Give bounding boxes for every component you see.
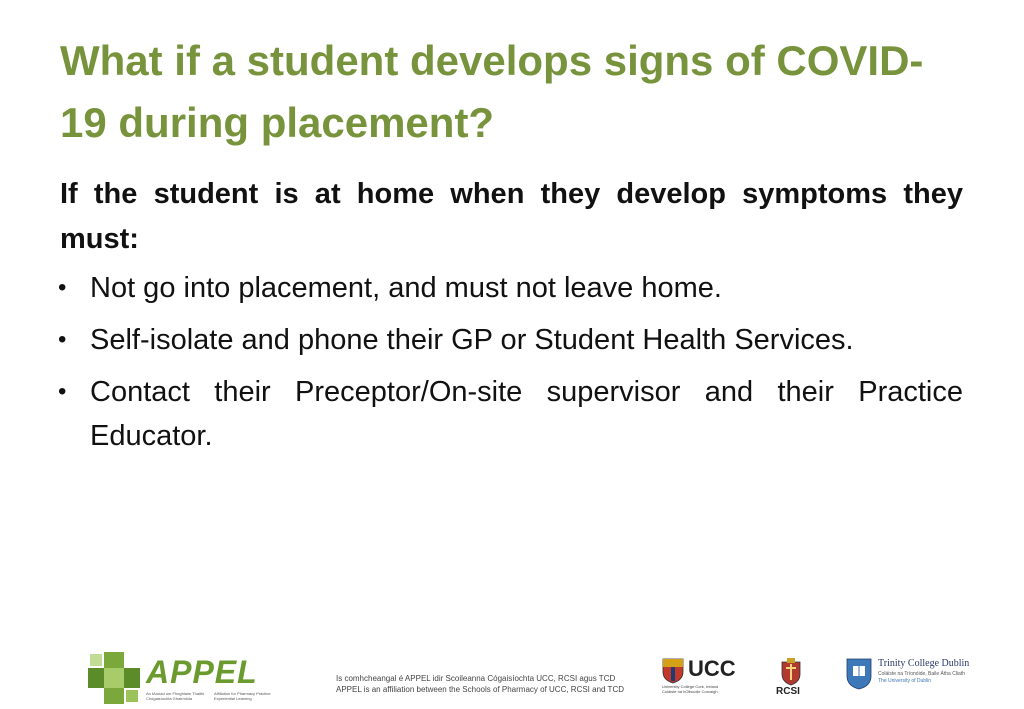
rcsi-name: RCSI	[776, 686, 800, 697]
ucc-name: UCC	[688, 656, 736, 681]
appel-name: APPEL	[146, 654, 258, 690]
affiliation-irish: Is comhcheangal é APPEL idir Scoileanna Cógaisíochta UCC, RCSI agus TCD	[336, 674, 616, 683]
bullet-icon: •	[58, 378, 67, 405]
tcd-sub-english: The University of Dublin	[878, 678, 932, 684]
bullet-text: Self-isolate and phone their GP or Student Health Services.	[90, 324, 854, 356]
bullet-icon: •	[58, 274, 67, 301]
ucc-subtitle	[662, 684, 742, 694]
bullet-item	[58, 266, 963, 310]
bullet-list	[58, 266, 963, 466]
ucc-crest-icon	[662, 658, 684, 684]
bullet-item	[58, 370, 963, 458]
bullet-text: Contact their Preceptor/On-site supervisor and their Practice Educator.	[90, 376, 963, 452]
bullet-item	[58, 318, 963, 362]
rcsi-crest-icon	[778, 658, 804, 686]
appel-sub-irish: An tAonad um Fhoghlaim Thaithí Chógaisíochta Ghairmiúla	[146, 691, 205, 701]
affiliation-text	[336, 673, 624, 695]
bullet-text: Not go into placement, and must not leave home.	[90, 272, 722, 304]
rcsi-logo	[774, 658, 808, 703]
bullet-icon: •	[58, 326, 67, 353]
affiliation-english: APPEL is an affiliation between the Schools of Pharmacy of UCC, RCSI and TCD	[336, 685, 624, 694]
tcd-crest-icon	[846, 658, 872, 690]
ucc-logo	[662, 658, 742, 703]
footer	[0, 640, 1024, 709]
slide-title: What if a student develops signs of COVID-19 during placement?	[60, 37, 924, 146]
appel-cross-icon	[86, 650, 142, 706]
appel-logo	[86, 646, 286, 706]
tcd-name: Trinity College Dublin	[878, 658, 970, 669]
intro-text: If the student is at home when they develop symptoms they must:	[60, 178, 963, 255]
tcd-sub-irish: Coláiste na Tríonóide, Baile Átha Cliath	[878, 671, 965, 677]
ucc-sub-irish: Coláiste na hOllscoile Corcaigh	[662, 689, 718, 694]
ucc-sub-english: University College Cork, Ireland	[662, 684, 719, 689]
tcd-logo	[846, 658, 976, 698]
appel-sub-english: Affiliation for Pharmacy Practice Experiential Learning	[214, 691, 271, 701]
